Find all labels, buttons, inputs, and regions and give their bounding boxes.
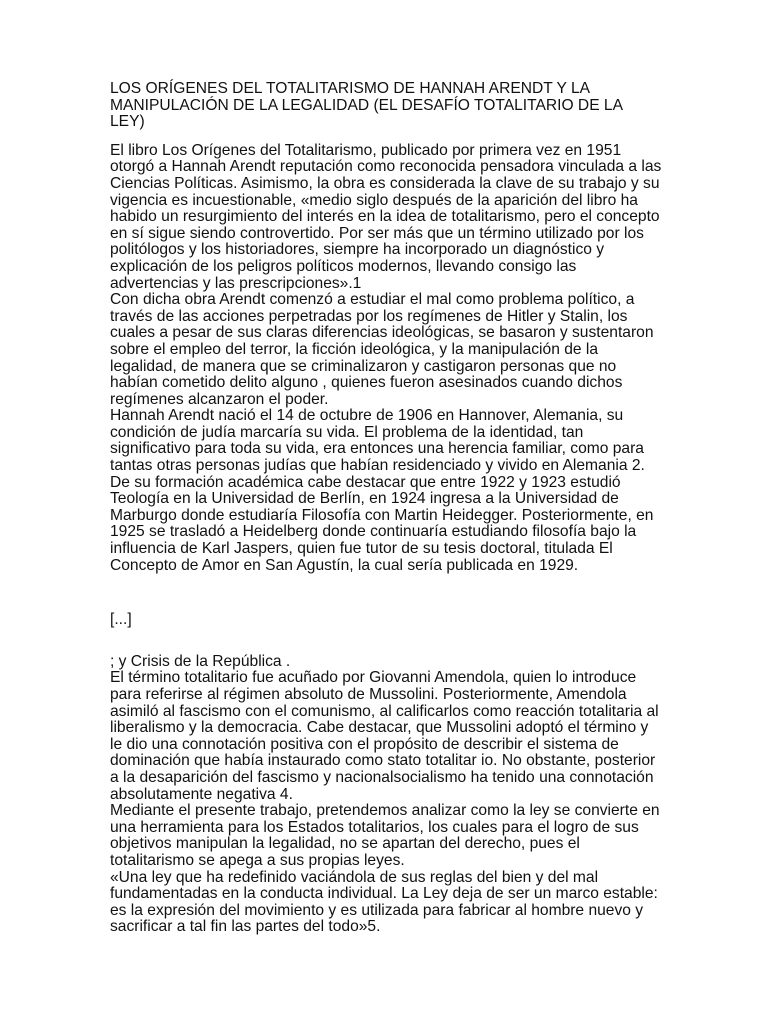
document-title: LOS ORÍGENES DEL TOTALITARISMO DE HANNAH ARENDT Y LA MANIPULACIÓN DE LA LEGALIDAD (EL DESAFÍO TOTALITARIO DE LA LEY) xyxy=(110,80,624,131)
paragraph: El libro Los Orígenes del Totalitarismo, publicado por primera vez en 1951 otorgó a Hannah Arendt reputación como reconocida pensadora vinculada a las Ciencias Políticas. Asimismo, la obra es considerada la clave de su trabajo y su vigencia es incuestionable, «medio siglo después de la aparición del libro ha habido un resurgimiento del interés en la idea de totalitarismo, pero el concepto en sí sigue siendo controvertido. Por ser más que un término utilizado por los politólogos y los historiadores, siempre ha incorporado un diagnóstico y explicación de los peligros políticos modernos, llevando consigo las advertencias y las prescripciones».1 xyxy=(110,141,662,292)
paragraph: ; y Crisis de la República . xyxy=(110,652,291,670)
paragraph: De su formación académica cabe destacar que entre 1922 y 1923 estudió Teología en la Universidad de Berlín, en 1924 ingresa a la Universidad de Marburgo donde estudiaría Filosofía con Martin Heidegger. Posteriormente, en 1925 se trasladó a Heidelberg donde continuaría estudiando filosofía bajo la influencia de Karl Jaspers, quien fue tutor de su tesis doctoral, titulada El Concepto de Amor en San Agustín, la cual sería publicada en 1929. xyxy=(110,473,654,574)
paragraph: Con dicha obra Arendt comenzó a estudiar el mal como problema político, a través de las acciones perpetradas por los regímenes de Hitler y Stalin, los cuales a pesar de sus claras diferencias ideológicas, se basaron y sustentaron sobre el empleo del terror, la ficción ideológica, y la manipulación de la legalidad, de manera que se criminalizaron y castigaron personas que no habían cometido delito alguno , quienes fueron asesinados cuando dichos regímenes alcanzaron el poder. xyxy=(110,291,654,408)
document-body xyxy=(110,143,670,574)
paragraph: «Una ley que ha redefinido vaciándola de sus reglas del bien y del mal fundamentadas en la conducta individual. La Ley deja de ser un marco estable: es la expresión del movimiento y es utilizada para fabricar al hombre nuevo y sacrificar a tal fin las partes del todo»5. xyxy=(110,868,658,936)
paragraph: Mediante el presente trabajo, pretendemos analizar como la ley se convierte en una herramienta para los Estados totalitarios, los cuales para el logro de sus objetivos manipulan la legalidad, no se apartan del derecho, pues el totalitarismo se apega a sus propias leyes. xyxy=(110,802,660,869)
paragraph: El término totalitario fue acuñado por Giovanni Amendola, quien lo introduce para referirse al régimen absoluto de Mussolini. Posteriormente, Amendola asimiló al fascismo con el comunismo, al calificarlos como reacción totalitaria al liberalismo y la democracia. Cabe destacar, que Mussolini adoptó el término y le dio una connotación positiva con el propósito de describir el sistema de dominación que había instaurado como stato totalitar io. No obstante, posterior a la desaparición del fascismo y nacionalsocialismo ha tenido una connotación absolutamente negativa 4. xyxy=(110,669,659,803)
document-page xyxy=(110,81,670,936)
document-continuation xyxy=(110,654,670,936)
paragraph: Hannah Arendt nació el 14 de octubre de 1906 en Hannover, Alemania, su condición de judía marcaría su vida. El problema de la identidad, tan significativo para toda su vida, era entonces una herencia familiar, como para tantas otras personas judías que habían residenciado y vivido en Alemania 2. xyxy=(110,407,645,475)
omission-marker: [...] xyxy=(110,611,132,629)
